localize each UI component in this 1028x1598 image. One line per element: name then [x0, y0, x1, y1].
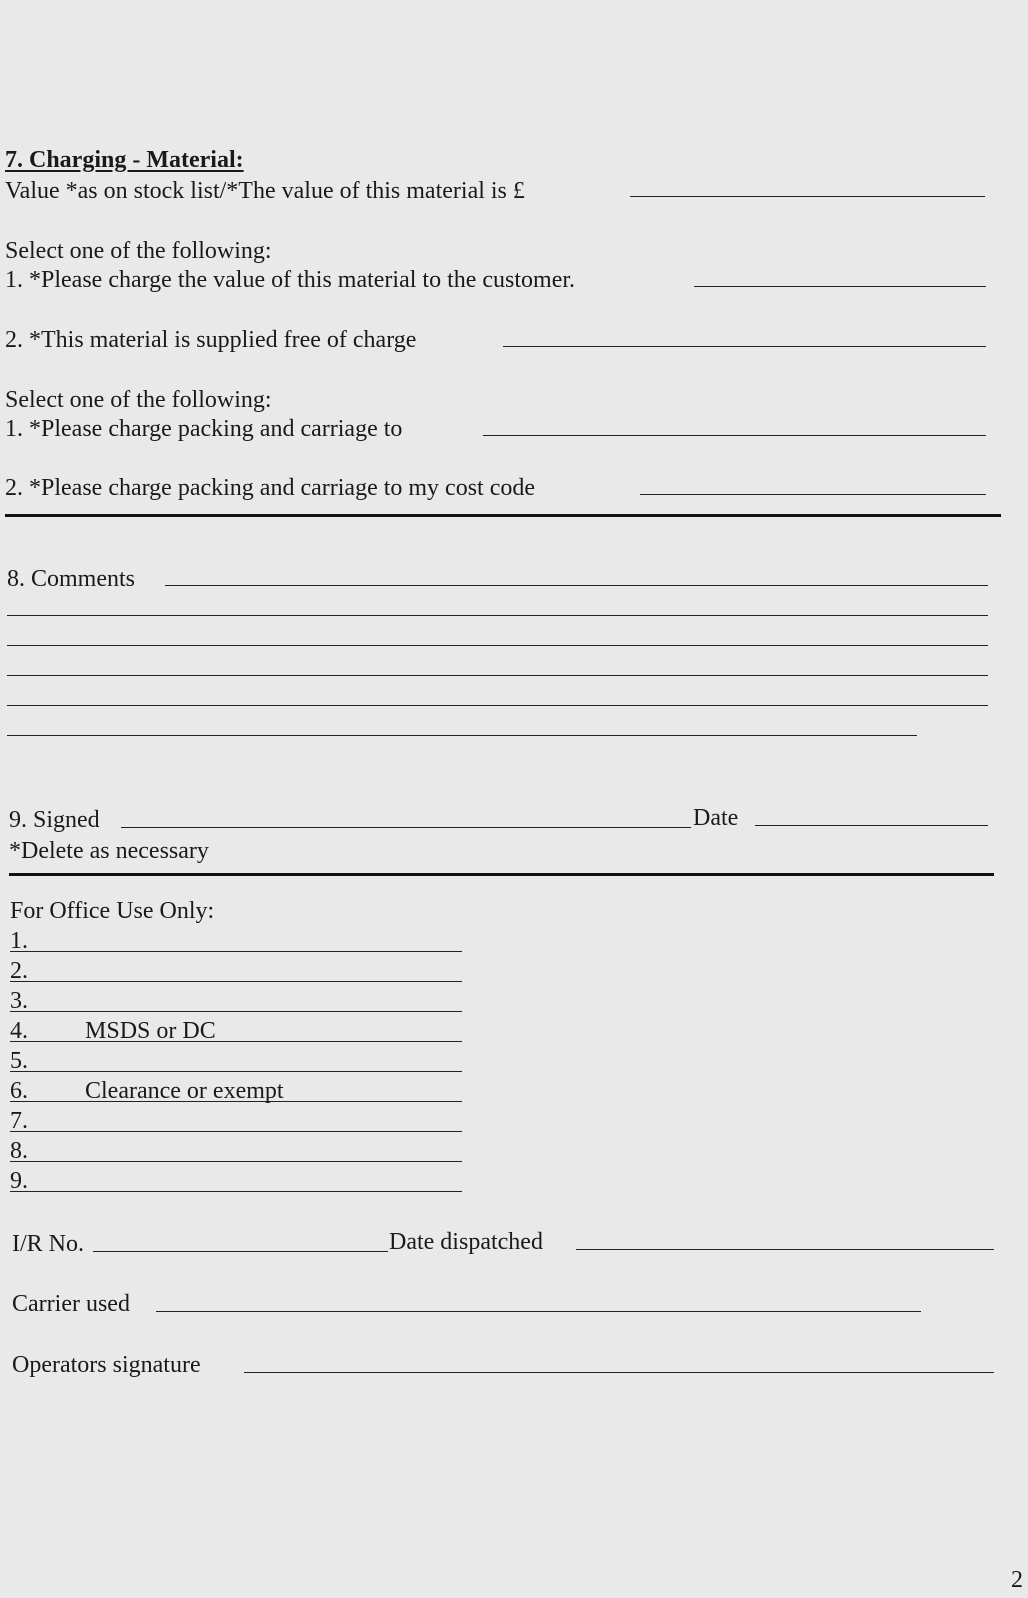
operator-signature-field[interactable]: [244, 1372, 994, 1373]
office-item-8[interactable]: [10, 1132, 462, 1162]
comments-line-4[interactable]: [7, 675, 988, 676]
office-item-7[interactable]: [10, 1102, 462, 1132]
option-carriage-to-field[interactable]: [483, 435, 986, 436]
date-field[interactable]: [755, 825, 988, 826]
office-item-number: 4.: [10, 1018, 28, 1044]
office-item-9[interactable]: [10, 1162, 462, 1192]
signed-field[interactable]: [121, 827, 691, 828]
option-carriage-to-label: 1. *Please charge packing and carriage to: [5, 416, 403, 442]
option-free-of-charge-field[interactable]: [503, 346, 986, 347]
option-charge-customer-field[interactable]: [694, 286, 986, 287]
carrier-used-field[interactable]: [156, 1311, 921, 1312]
page-number: 2: [1011, 1567, 1023, 1593]
office-item-number: 6.: [10, 1078, 28, 1104]
delete-note: *Delete as necessary: [9, 838, 209, 864]
comments-line-3[interactable]: [7, 645, 988, 646]
office-item-number: 9.: [10, 1168, 28, 1194]
value-label: Value *as on stock list/*The value of this material is £: [5, 178, 525, 204]
office-item-3[interactable]: [10, 982, 462, 1012]
comments-line-6[interactable]: [7, 735, 917, 736]
section-divider-1: [5, 514, 1001, 517]
date-dispatched-field[interactable]: [576, 1249, 994, 1250]
section-divider-2: [9, 873, 994, 876]
section-7-heading: 7. Charging - Material:: [5, 147, 244, 173]
office-item-label: Clearance or exempt: [85, 1078, 284, 1104]
value-field[interactable]: [630, 196, 985, 197]
office-item-number: 1.: [10, 928, 28, 954]
office-item-5[interactable]: [10, 1042, 462, 1072]
select-one-label-b: Select one of the following:: [5, 387, 272, 413]
comments-label: 8. Comments: [7, 566, 136, 592]
office-item-1[interactable]: [10, 922, 462, 952]
date-label: Date: [693, 805, 739, 831]
option-carriage-cost-code-label: 2. *Please charge packing and carriage to my cost code: [5, 475, 536, 501]
office-item-number: 5.: [10, 1048, 28, 1074]
office-item-number: 2.: [10, 958, 28, 984]
comments-line-1[interactable]: [165, 585, 988, 586]
office-item-number: 7.: [10, 1108, 28, 1134]
option-charge-customer-label: 1. *Please charge the value of this material to the customer.: [5, 267, 576, 293]
office-item-4[interactable]: [10, 1012, 462, 1042]
option-free-of-charge-label: 2. *This material is supplied free of charge: [5, 327, 417, 353]
select-one-label-a: Select one of the following:: [5, 238, 272, 264]
ir-number-label: I/R No.: [12, 1231, 84, 1257]
signed-label: 9. Signed: [9, 807, 100, 833]
office-item-6[interactable]: [10, 1072, 462, 1102]
office-use-heading: For Office Use Only:: [10, 898, 215, 924]
option-carriage-cost-code-field[interactable]: [640, 494, 986, 495]
ir-number-field[interactable]: [93, 1251, 388, 1252]
office-item-label: MSDS or DC: [85, 1018, 216, 1044]
operator-signature-label: Operators signature: [12, 1352, 201, 1378]
date-dispatched-label: Date dispatched: [389, 1229, 543, 1255]
office-item-2[interactable]: [10, 952, 462, 982]
carrier-used-label: Carrier used: [12, 1291, 130, 1317]
comments-line-5[interactable]: [7, 705, 988, 706]
comments-line-2[interactable]: [7, 615, 988, 616]
office-item-number: 8.: [10, 1138, 28, 1164]
office-item-number: 3.: [10, 988, 28, 1014]
